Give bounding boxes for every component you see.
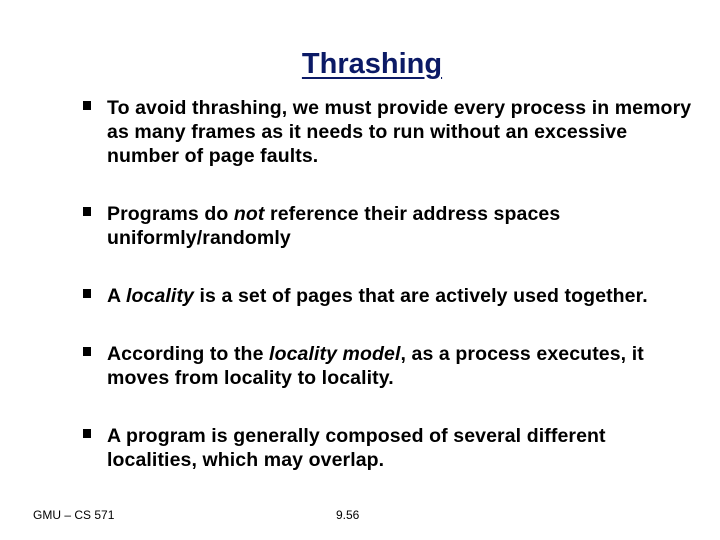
square-bullet-icon bbox=[83, 347, 91, 356]
bullet-text: A program is generally composed of several different localities, which may overlap. bbox=[107, 425, 606, 471]
bullet-text: Programs do not reference their address spaces uniformly/randomly bbox=[107, 203, 561, 249]
footer-course: GMU – CS 571 bbox=[33, 508, 115, 522]
footer-slide-number: 9.56 bbox=[336, 508, 360, 522]
bullet-item bbox=[80, 202, 700, 250]
bullet-item bbox=[80, 284, 700, 308]
slide-title: Thrashing bbox=[301, 48, 443, 80]
square-bullet-icon bbox=[83, 101, 91, 110]
bullet-item bbox=[80, 424, 700, 472]
square-bullet-icon bbox=[83, 429, 91, 438]
square-bullet-icon bbox=[83, 289, 91, 298]
bullet-list bbox=[80, 96, 700, 506]
bullet-item bbox=[80, 342, 700, 390]
bullet-text: According to the locality model, as a process executes, it moves from locality to locality. bbox=[107, 343, 644, 389]
bullet-item bbox=[80, 96, 700, 168]
bullet-text: A locality is a set of pages that are actively used together. bbox=[107, 285, 648, 307]
bullet-text: To avoid thrashing, we must provide every process in memory as many frames as it needs to run without an excessive number of page faults. bbox=[107, 97, 692, 167]
square-bullet-icon bbox=[83, 207, 91, 216]
